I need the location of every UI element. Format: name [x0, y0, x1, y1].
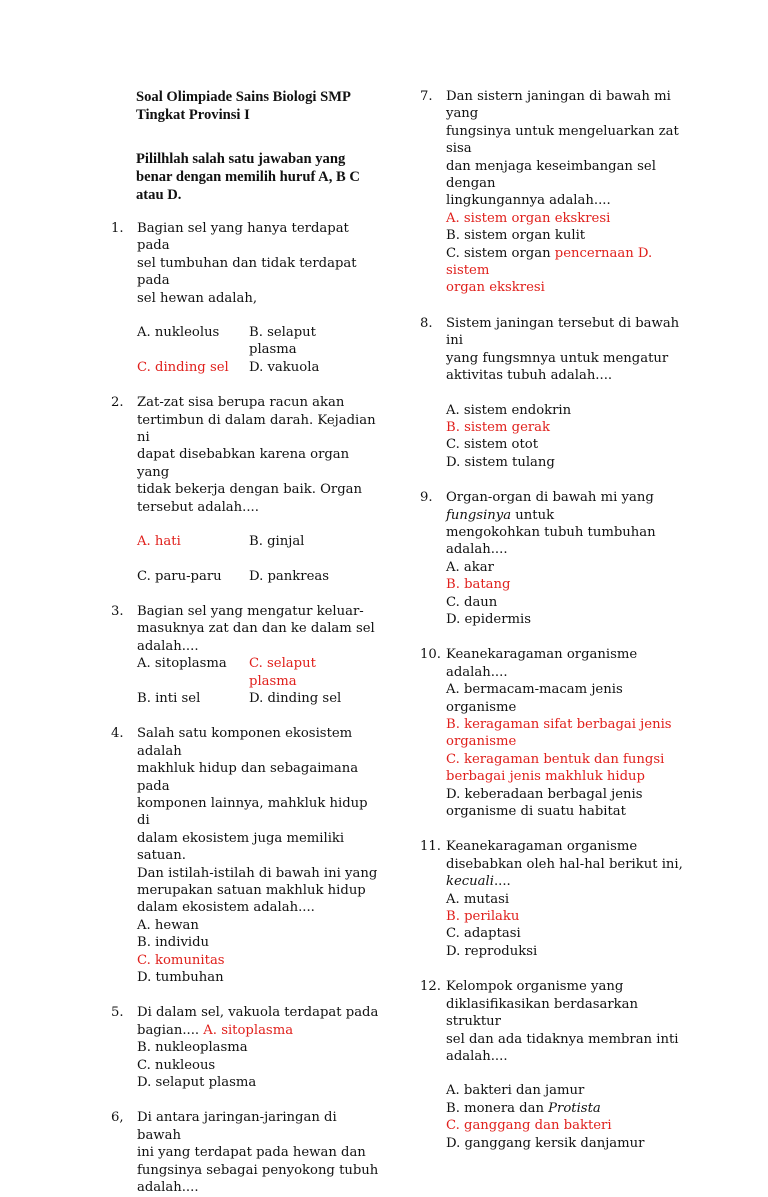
question-text: dan menjaga keseimbangan sel dengan	[446, 158, 656, 192]
question-number: 1.	[111, 221, 124, 236]
question-text	[446, 873, 690, 890]
answer-option: C. komunitas	[137, 952, 225, 968]
option	[446, 1100, 690, 1117]
question-text: dalam ekosistem adalah....	[137, 900, 315, 916]
option: B. inti sel	[137, 690, 201, 706]
option: A. bermacam-macam jenis organisme	[446, 682, 623, 715]
question-text-part: fungsinya	[446, 507, 512, 523]
question-text: aktivitas tubuh adalah....	[446, 368, 613, 384]
question-text: Dan sistern janingan di bawah mi yang	[446, 89, 671, 122]
question-number: 11.	[420, 839, 441, 855]
question-number: 10.	[420, 647, 441, 663]
option: D. ganggang kersik danjamur	[446, 1135, 645, 1151]
question-text: ini yang terdapat pada hewan dan	[137, 1145, 366, 1161]
option: B. individu	[137, 935, 210, 951]
question-number: 8.	[420, 315, 433, 331]
question-10	[420, 646, 690, 820]
option: A. nukleolus	[137, 325, 220, 341]
question-text: disebabkan oleh hal-hal berikut ini,	[446, 856, 683, 872]
question-text: Salah satu komponen ekosistem adalah	[137, 726, 353, 759]
question-text: mengokohkan tubuh tumbuhan	[446, 524, 656, 540]
answer-option: A. sitoplasma	[203, 1022, 294, 1038]
question-text	[446, 507, 690, 524]
question-text-part: bagian....	[137, 1022, 204, 1038]
options-row	[137, 324, 381, 359]
question-number: 4.	[111, 726, 124, 742]
question-number: 7.	[420, 89, 433, 104]
question-text: adalah....	[446, 1048, 508, 1064]
instruction-line: atau D.	[136, 187, 182, 203]
question-3	[111, 603, 381, 707]
question-text: tertimbun di dalam darah. Kejadian ni	[137, 412, 376, 446]
instruction-line: Pililhlah salah satu jawaban yang	[136, 151, 346, 167]
question-9	[420, 489, 690, 628]
options-row	[137, 533, 381, 550]
option-part: Protista	[548, 1100, 601, 1116]
option: A. akar	[446, 559, 494, 575]
option: B. nukleoplasma	[137, 1040, 248, 1056]
question-text: fungsinya sebagai penyokong tubuh	[137, 1162, 379, 1178]
question-text: yang fungsmnya untuk mengatur	[446, 350, 669, 366]
option: D. pankreas	[249, 568, 330, 584]
question-text: lingkungannya adalah....	[446, 193, 611, 209]
question-text: Di antara jaringan-jaringan di bawah	[137, 1110, 337, 1143]
question-text: Keanekaragaman organisme	[446, 839, 638, 855]
right-column	[420, 88, 690, 1152]
question-text: Sistem janingan tersebut di bawah ini	[446, 315, 680, 349]
answer-option: A. sistem organ ekskresi	[446, 210, 611, 226]
question-number: 12.	[420, 979, 441, 995]
question-5	[111, 1004, 381, 1091]
question-text: Bagian sel yang mengatur keluar-	[137, 603, 364, 619]
question-11	[420, 838, 690, 960]
question-12	[420, 978, 690, 1152]
question-text-part: untuk	[511, 507, 555, 523]
left-column	[111, 88, 381, 1197]
title-line: Tingkat Provinsi I	[136, 107, 250, 123]
options-row	[137, 359, 381, 376]
option: A. hewan	[137, 917, 199, 933]
options-row	[137, 568, 381, 585]
question-2	[111, 394, 381, 585]
instructions	[136, 150, 381, 204]
option: D. selaput plasma	[137, 1075, 257, 1091]
question-text: sel dan ada tidaknya membran inti	[446, 1031, 679, 1047]
option	[446, 245, 690, 280]
title-line: Soal Olimpiade Sains Biologi SMP	[136, 89, 351, 105]
option: D. reproduksi	[446, 943, 538, 959]
question-text: Zat-zat sisa berupa racun akan	[137, 395, 345, 411]
option: organisme di suatu habitat	[446, 804, 626, 820]
option: C. paru-paru	[137, 568, 222, 584]
option-part: C. sistem organ	[446, 245, 555, 261]
question-text-part: kecuali	[446, 874, 494, 890]
option: D. keberadaan berbagal jenis	[446, 786, 643, 802]
answer-option: berbagai jenis makhluk hidup	[446, 769, 645, 785]
question-text: Organ-organ di bawah mi yang	[446, 490, 654, 506]
question-text: adalah....	[137, 1180, 199, 1196]
option: C. adaptasi	[446, 926, 521, 942]
answer-option: C. dinding sel	[137, 359, 229, 375]
question-4	[111, 725, 381, 986]
option: A. sitoplasma	[137, 656, 227, 672]
option: A. sistem endokrin	[446, 402, 572, 418]
question-text: makhluk hidup dan sebagaimana pada	[137, 761, 359, 794]
question-number: 3.	[111, 603, 124, 619]
option: D. dinding sel	[249, 690, 342, 706]
answer-option: organisme	[446, 734, 517, 750]
question-text: sel tumbuhan dan tidak terdapat pada	[137, 255, 357, 289]
answer-option: B. perilaku	[446, 909, 520, 925]
question-text: Dan istilah-istilah di bawah ini yang	[137, 865, 378, 881]
question-text: dalam ekosistem juga memiliki satuan.	[137, 830, 345, 864]
question-7	[420, 88, 690, 297]
question-number: 5.	[111, 1005, 124, 1021]
option: D. sistem tulang	[446, 454, 555, 470]
option: A. mutasi	[446, 891, 510, 907]
option: D. vakuola	[249, 359, 320, 375]
option: D. tumbuhan	[137, 970, 224, 986]
option: A. bakteri dan jamur	[446, 1083, 585, 1099]
question-number: 2.	[111, 395, 124, 411]
answer-option: B. keragaman sifat berbagai jenis	[446, 717, 672, 732]
option: C. sistem otot	[446, 437, 539, 453]
option: D. epidermis	[446, 611, 531, 627]
answer-option: A. hati	[137, 534, 181, 550]
question-text: merupakan satuan makhluk hidup	[137, 883, 366, 898]
question-text: sel hewan adalah,	[137, 290, 258, 306]
question-number: 9.	[420, 490, 433, 506]
question-text-part: ....	[493, 874, 511, 890]
question-text: fungsinya untuk mengeluarkan zat sisa	[446, 123, 679, 157]
question-text: adalah....	[137, 638, 199, 654]
instruction-line: benar dengan memilih huruf A, B C	[136, 169, 360, 185]
answer-option-part: pencernaan D. sistem	[446, 245, 653, 279]
option-part: B. monera dan	[446, 1100, 549, 1116]
options-row	[137, 690, 381, 707]
answer-option-part: organ ekskresi	[446, 280, 545, 296]
question-text: tidak bekerja dengan baik. Organ	[137, 482, 363, 498]
question-text	[137, 1022, 381, 1039]
option: B. sistem organ kulit	[446, 228, 586, 244]
question-text: tersebut adalah....	[137, 499, 259, 515]
question-text: diklasifikasikan berdasarkan struktur	[446, 996, 639, 1030]
question-text: Bagian sel yang hanya terdapat pada	[137, 221, 349, 254]
answer-option: C. ganggang dan bakteri	[446, 1118, 612, 1134]
question-text: Keanekaragaman organisme adalah....	[446, 647, 638, 680]
option: B. selaput plasma	[249, 325, 316, 358]
option: C. nukleous	[137, 1057, 216, 1073]
options-row	[137, 655, 381, 690]
answer-option: B. sistem gerak	[446, 419, 551, 435]
document-title	[136, 88, 381, 124]
answer-option: C. keragaman bentuk dan fungsi	[446, 751, 665, 767]
question-number: 6,	[111, 1110, 124, 1126]
question-text: Di dalam sel, vakuola terdapat pada	[137, 1005, 379, 1021]
option: B. ginjal	[249, 534, 305, 550]
option: C. daun	[446, 594, 498, 610]
question-1	[111, 220, 381, 376]
question-text: masuknya zat dan dan ke dalam sel	[137, 621, 375, 637]
question-8	[420, 315, 690, 471]
question-6	[111, 1109, 381, 1196]
question-text: adalah....	[446, 542, 508, 558]
question-text: komponen lainnya, mahkluk hidup di	[137, 795, 368, 829]
answer-option: B. batang	[446, 577, 511, 593]
answer-option: C. selaput plasma	[249, 656, 316, 689]
question-text: dapat disebabkan karena organ yang	[137, 447, 350, 480]
question-text: Kelompok organisme yang	[446, 979, 624, 995]
